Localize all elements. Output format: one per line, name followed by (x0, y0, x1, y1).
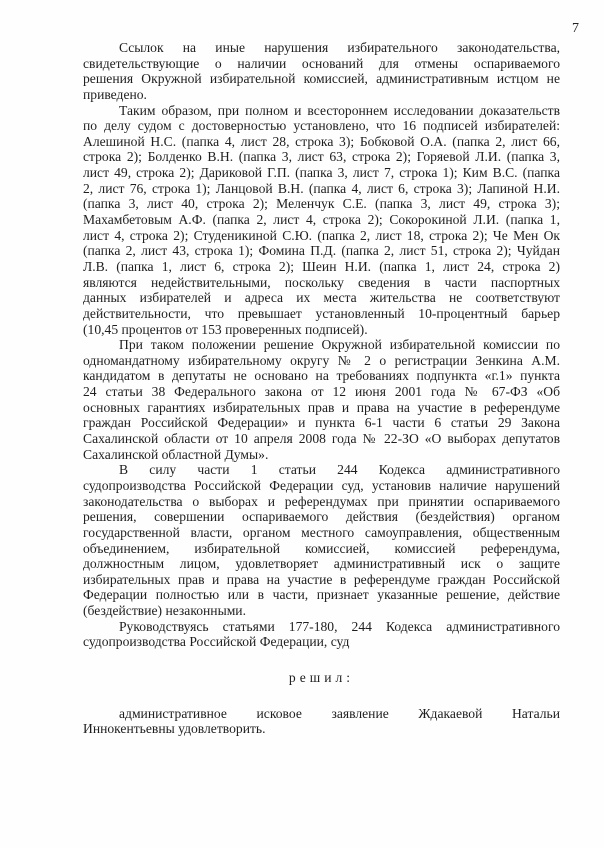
spacer (83, 686, 560, 706)
text-line: Иннокентьевны удовлетворить. (83, 721, 266, 737)
text-line: (бездействие) незаконными. (83, 603, 246, 619)
text-line: 2, лист 76, строка 1); Ланцовой В.Н. (папка 4, лист 6, строка 3); Лапиной Н.И. (83, 180, 560, 196)
text-line: Махамбетовым А.Ф. (папка 2, лист 4, строка 2); Сокорокиной Л.И. (папка 1, (83, 212, 560, 228)
text-line: данных избирателей и адреса их места жительства не соответствуют (83, 290, 560, 306)
text-line: Руководствуясь статьями 177-180, 244 Кодекса административного (119, 618, 560, 634)
text-line: лист 4, строка 2); Студеникиной С.Ю. (папка 2, лист 18, строка 2); Че Мен Ок (83, 227, 560, 243)
text-line: объединением, избирательной комиссией, комиссией референдума, (83, 540, 560, 556)
text-line: одномандатному избирательному округу № 2 о регистрации Зенкина А.М. (83, 352, 560, 368)
paragraph-invalid-signatures (83, 103, 560, 338)
text-line: Л.В. (папка 1, лист 6, строка 2); Шеин Н.И. (папка 1, лист 24, строка 2) (83, 258, 560, 274)
text-line: кандидатом в депутаты не основано на требованиях подпункта «г.1» пункта (83, 368, 560, 384)
text-line: (папка 2, лист 43, строка 1); Фомина П.Д. (папка 2, лист 51, строка 2); Чуйдан (83, 243, 560, 259)
paragraph-no-other-violations (83, 40, 560, 103)
decision-heading: решил: (288, 669, 355, 685)
page-number: 7 (572, 21, 579, 36)
text-line: Сахалинской областной Думы». (83, 446, 269, 462)
text-line: (папка 3, лист 40, строка 2); Меленчук С.Е. (папка 3, лист 49, строка 3); (83, 196, 560, 212)
text-line: граждан Российской Федерации» и пункта 6-1 части 6 статьи 29 Закона (83, 415, 560, 431)
text-line: решения Окружной избирательной комиссией, административным истцом не (83, 71, 560, 87)
text-line: действительности, что превышает установленный 10-процентный барьер (83, 305, 560, 321)
text-line: лист 49, строка 2); Дариковой Г.П. (папка 3, лист 7, строка 1); Ким В.С. (папка (83, 165, 560, 181)
text-line: Сахалинской области от 10 апреля 2008 года № 22-ЗО «О выборах депутатов (83, 431, 560, 447)
text-line: приведено. (83, 86, 147, 102)
text-line: При таком положении решение Окружной избирательной комиссии по (119, 337, 560, 353)
paragraph-guided-by (83, 619, 560, 650)
document-body (83, 40, 560, 737)
text-line: являются недействительными, поскольку сведения в части паспортных (83, 274, 560, 290)
paragraph-article-244 (83, 462, 560, 618)
text-line: Ссылок на иные нарушения избирательного законодательства, (119, 40, 560, 55)
text-line: Таким образом, при полном и всестороннем исследовании доказательств (119, 102, 560, 118)
text-line: административное исковое заявление Ждакаевой Натальи (119, 705, 560, 721)
text-line: В силу части 1 статьи 244 Кодекса административного (119, 462, 560, 478)
text-line: судопроизводства Российской Федерации, суд (83, 634, 350, 650)
text-line: 24 статьи 38 Федерального закона от 12 июня 2001 года № 67-ФЗ «Об (83, 384, 560, 400)
text-line: (10,45 процентов от 153 проверенных подписей). (83, 321, 368, 337)
paragraph-decision (83, 706, 560, 737)
text-line: государственной власти, органом местного самоуправления, общественным (83, 524, 560, 540)
text-line: основных гарантиях избирательных прав и права на участие в референдуме (83, 399, 560, 415)
text-line: решения, совершении оспариваемого действия (бездействия) органом (83, 509, 560, 525)
text-line: должностным лицом, удовлетворяет административный иск о защите (83, 556, 560, 572)
text-line: Алешиной Н.С. (папка 4, лист 28, строка 3); Бобковой О.А. (папка 2, лист 66, (83, 133, 560, 149)
text-line: избирательных прав и права на участие в референдуме граждан Российской (83, 571, 560, 587)
text-line: свидетельствующие о наличии оснований для отмены оспариваемого (83, 55, 560, 71)
text-line: судопроизводства Российской Федерации суд, установив наличие нарушений (83, 477, 560, 493)
text-line: Федерации полностью или в части, признает указанные решение, действие (83, 587, 560, 603)
text-line: законодательства о выборах и референдумах при принятии оспариваемого (83, 493, 560, 509)
text-line: строка 2); Болденко В.Н. (папка 3, лист 63, строка 2); Горяевой Л.И. (папка 3, (83, 149, 560, 165)
spacer (83, 650, 560, 670)
text-line: по делу судом с достоверностью установлено, что 16 подписей избирателей: (83, 118, 560, 134)
paragraph-registration-decision (83, 337, 560, 462)
